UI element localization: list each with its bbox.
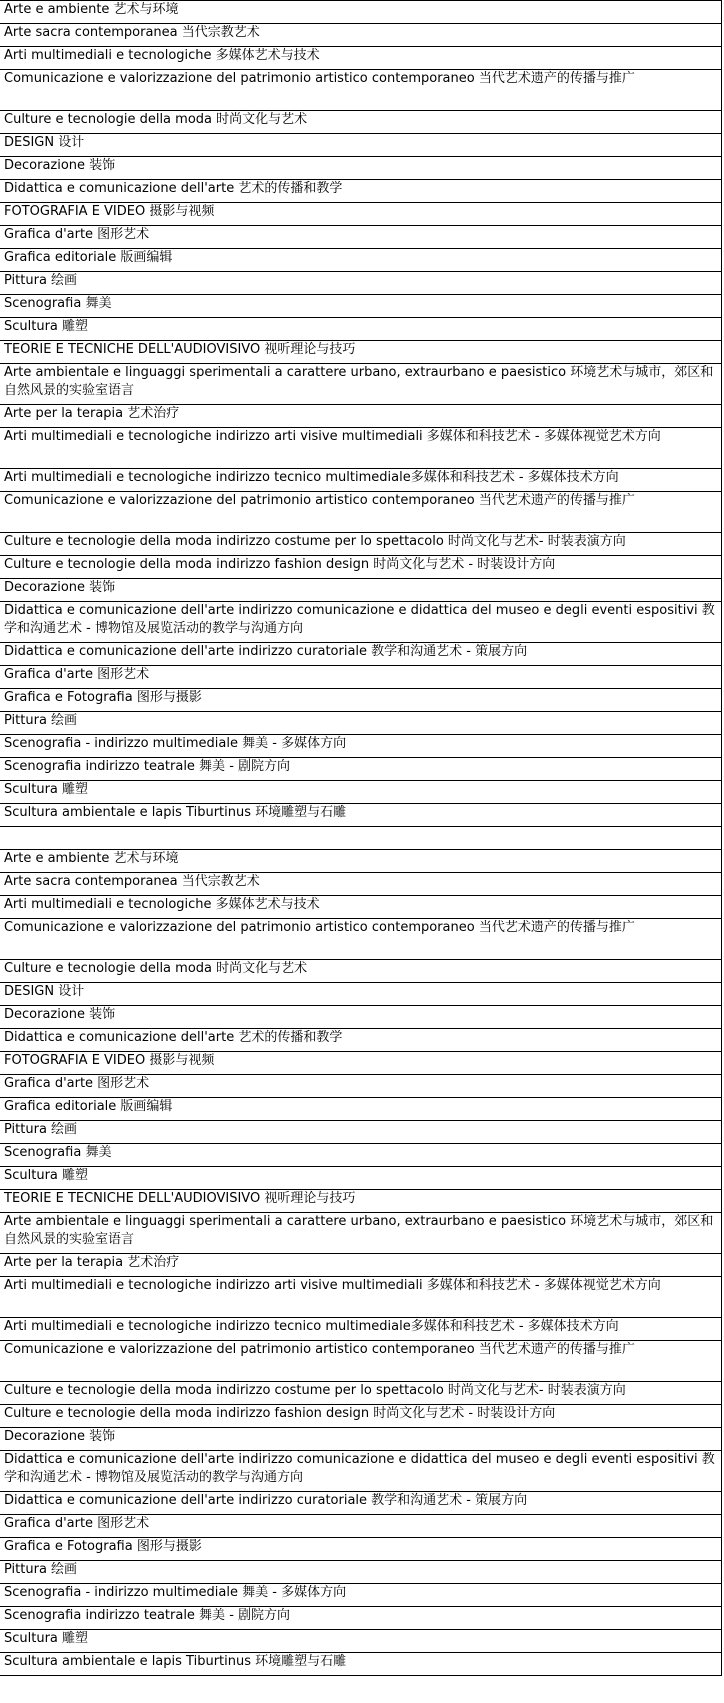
course-cell: Scenografia - indirizzo multimediale 舞美 - 多媒体方向 bbox=[0, 735, 722, 758]
table-row bbox=[0, 804, 722, 827]
table-row bbox=[0, 533, 722, 556]
course-cell: Grafica editoriale 版画编辑 bbox=[0, 1098, 722, 1121]
table-row bbox=[0, 272, 722, 295]
table-row bbox=[0, 712, 722, 735]
course-cell: Arti multimediali e tecnologiche indirizzo tecnico multimediale多媒体和科技艺术 - 多媒体技术方向 bbox=[0, 1318, 722, 1341]
course-cell: Culture e tecnologie della moda 时尚文化与艺术 bbox=[0, 960, 722, 983]
course-cell: Culture e tecnologie della moda indirizzo fashion design 时尚文化与艺术 - 时装设计方向 bbox=[0, 556, 722, 579]
table-row bbox=[0, 1144, 722, 1167]
table-row bbox=[0, 983, 722, 1006]
table-row bbox=[0, 643, 722, 666]
course-cell: Didattica e comunicazione dell'arte indirizzo comunicazione e didattica del museo e degli eventi espositivi 教学和沟通艺术 - 博物馆及展览活动的教学与沟通方向 bbox=[0, 1451, 722, 1492]
course-cell: Didattica e comunicazione dell'arte indirizzo curatoriale 教学和沟通艺术 - 策展方向 bbox=[0, 1492, 722, 1515]
table-row bbox=[0, 180, 722, 203]
table-row bbox=[0, 873, 722, 896]
table-row bbox=[0, 1075, 722, 1098]
table-row bbox=[0, 1492, 722, 1515]
table-row bbox=[0, 689, 722, 712]
table-row bbox=[0, 492, 722, 533]
table-row bbox=[0, 341, 722, 364]
table-row bbox=[0, 1607, 722, 1630]
table-row bbox=[0, 850, 722, 873]
course-cell: Culture e tecnologie della moda indirizzo costume per lo spettacolo 时尚文化与艺术- 时装表演方向 bbox=[0, 1382, 722, 1405]
course-cell: Comunicazione e valorizzazione del patrimonio artistico contemporaneo 当代艺术遗产的传播与推广 bbox=[0, 492, 722, 533]
table-row bbox=[0, 602, 722, 643]
course-cell: Grafica editoriale 版画编辑 bbox=[0, 249, 722, 272]
table-row bbox=[0, 1029, 722, 1052]
table-row bbox=[0, 1167, 722, 1190]
table-row bbox=[0, 666, 722, 689]
course-cell: Decorazione 装饰 bbox=[0, 579, 722, 602]
course-cell: Grafica d'arte 图形艺术 bbox=[0, 1075, 722, 1098]
table-row bbox=[0, 47, 722, 70]
course-cell: DESIGN 设计 bbox=[0, 983, 722, 1006]
course-cell: Grafica e Fotografia 图形与摄影 bbox=[0, 689, 722, 712]
table-row bbox=[0, 134, 722, 157]
course-cell: Grafica d'arte 图形艺术 bbox=[0, 226, 722, 249]
table-row bbox=[0, 1584, 722, 1607]
table-row bbox=[0, 579, 722, 602]
table-row bbox=[0, 1538, 722, 1561]
table-row bbox=[0, 111, 722, 134]
table-row bbox=[0, 70, 722, 111]
course-cell: Scenografia - indirizzo multimediale 舞美 - 多媒体方向 bbox=[0, 1584, 722, 1607]
table-row bbox=[0, 405, 722, 428]
course-cell: Pittura 绘画 bbox=[0, 272, 722, 295]
course-cell: Decorazione 装饰 bbox=[0, 1428, 722, 1451]
table-row bbox=[0, 1277, 722, 1318]
table-row bbox=[0, 1405, 722, 1428]
table-row bbox=[0, 1254, 722, 1277]
course-cell: FOTOGRAFIA E VIDEO 摄影与视频 bbox=[0, 1052, 722, 1075]
table-row bbox=[0, 1653, 722, 1676]
course-cell: FOTOGRAFIA E VIDEO 摄影与视频 bbox=[0, 203, 722, 226]
course-cell: Arte ambientale e linguaggi sperimentali a carattere urbano, extraurbano e paesistico 环境艺术与城市，郊区和自然风景的实验室语言 bbox=[0, 1213, 722, 1254]
course-cell: Arte e ambiente 艺术与环境 bbox=[0, 850, 722, 873]
table-row bbox=[0, 157, 722, 180]
course-cell: Comunicazione e valorizzazione del patrimonio artistico contemporaneo 当代艺术遗产的传播与推广 bbox=[0, 1341, 722, 1382]
course-cell: Pittura 绘画 bbox=[0, 712, 722, 735]
course-cell: Arti multimediali e tecnologiche indirizzo tecnico multimediale多媒体和科技艺术 - 多媒体技术方向 bbox=[0, 469, 722, 492]
table-row bbox=[0, 1, 722, 24]
course-cell: Scenografia indirizzo teatrale 舞美 - 剧院方向 bbox=[0, 1607, 722, 1630]
table-row bbox=[0, 1006, 722, 1029]
table-row bbox=[0, 781, 722, 804]
course-cell: Arte e ambiente 艺术与环境 bbox=[0, 1, 722, 24]
table-row bbox=[0, 919, 722, 960]
table-row bbox=[0, 758, 722, 781]
course-cell: DESIGN 设计 bbox=[0, 134, 722, 157]
table-row bbox=[0, 1121, 722, 1144]
table-row bbox=[0, 249, 722, 272]
course-cell: Culture e tecnologie della moda 时尚文化与艺术 bbox=[0, 111, 722, 134]
course-cell: TEORIE E TECNICHE DELL'AUDIOVISIVO 视听理论与技巧 bbox=[0, 341, 722, 364]
course-cell: Scenografia 舞美 bbox=[0, 1144, 722, 1167]
course-cell: Arti multimediali e tecnologiche 多媒体艺术与技术 bbox=[0, 47, 722, 70]
table-row bbox=[0, 295, 722, 318]
course-cell: Arte sacra contemporanea 当代宗教艺术 bbox=[0, 24, 722, 47]
course-cell: Arti multimediali e tecnologiche indirizzo arti visive multimediali 多媒体和科技艺术 - 多媒体视觉艺术方向 bbox=[0, 428, 722, 469]
course-cell: Scenografia 舞美 bbox=[0, 295, 722, 318]
course-cell: Didattica e comunicazione dell'arte indirizzo comunicazione e didattica del museo e degli eventi espositivi 教学和沟通艺术 - 博物馆及展览活动的教学与沟通方向 bbox=[0, 602, 722, 643]
table-row bbox=[0, 1382, 722, 1405]
table-row bbox=[0, 1213, 722, 1254]
course-cell: Didattica e comunicazione dell'arte indirizzo curatoriale 教学和沟通艺术 - 策展方向 bbox=[0, 643, 722, 666]
course-cell: Grafica d'arte 图形艺术 bbox=[0, 666, 722, 689]
course-cell: Decorazione 装饰 bbox=[0, 157, 722, 180]
table-row bbox=[0, 1190, 722, 1213]
course-cell: Pittura 绘画 bbox=[0, 1121, 722, 1144]
course-table-body bbox=[0, 1, 722, 1676]
course-cell: Comunicazione e valorizzazione del patrimonio artistico contemporaneo 当代艺术遗产的传播与推广 bbox=[0, 70, 722, 111]
table-row bbox=[0, 1451, 722, 1492]
table-row bbox=[0, 960, 722, 983]
table-row bbox=[0, 226, 722, 249]
course-cell: Scultura 雕塑 bbox=[0, 318, 722, 341]
table-row bbox=[0, 469, 722, 492]
course-cell: Decorazione 装饰 bbox=[0, 1006, 722, 1029]
course-cell: Scenografia indirizzo teatrale 舞美 - 剧院方向 bbox=[0, 758, 722, 781]
course-cell: TEORIE E TECNICHE DELL'AUDIOVISIVO 视听理论与技巧 bbox=[0, 1190, 722, 1213]
course-cell: Scultura 雕塑 bbox=[0, 1630, 722, 1653]
table-row bbox=[0, 1630, 722, 1653]
course-cell: Arte sacra contemporanea 当代宗教艺术 bbox=[0, 873, 722, 896]
course-cell: Pittura 绘画 bbox=[0, 1561, 722, 1584]
table-row bbox=[0, 1318, 722, 1341]
course-cell: Grafica d'arte 图形艺术 bbox=[0, 1515, 722, 1538]
course-cell: Scultura ambientale e lapis Tiburtinus 环境雕塑与石雕 bbox=[0, 1653, 722, 1676]
course-cell: Arti multimediali e tecnologiche 多媒体艺术与技术 bbox=[0, 896, 722, 919]
course-cell: Arte ambientale e linguaggi sperimentali a carattere urbano, extraurbano e paesistico 环境艺术与城市，郊区和自然风景的实验室语言 bbox=[0, 364, 722, 405]
empty-separator-row bbox=[0, 827, 722, 850]
course-cell: Didattica e comunicazione dell'arte 艺术的传播和教学 bbox=[0, 180, 722, 203]
table-row bbox=[0, 364, 722, 405]
table-row bbox=[0, 428, 722, 469]
table-row bbox=[0, 1098, 722, 1121]
table-row bbox=[0, 24, 722, 47]
table-row bbox=[0, 318, 722, 341]
table-row bbox=[0, 1561, 722, 1584]
course-cell: Grafica e Fotografia 图形与摄影 bbox=[0, 1538, 722, 1561]
course-cell: Scultura 雕塑 bbox=[0, 1167, 722, 1190]
table-row bbox=[0, 556, 722, 579]
table-row bbox=[0, 1515, 722, 1538]
course-cell: Scultura ambientale e lapis Tiburtinus 环境雕塑与石雕 bbox=[0, 804, 722, 827]
course-cell: Culture e tecnologie della moda indirizzo fashion design 时尚文化与艺术 - 时装设计方向 bbox=[0, 1405, 722, 1428]
course-cell: Arte per la terapia 艺术治疗 bbox=[0, 1254, 722, 1277]
course-cell: Arti multimediali e tecnologiche indirizzo arti visive multimediali 多媒体和科技艺术 - 多媒体视觉艺术方向 bbox=[0, 1277, 722, 1318]
table-row bbox=[0, 1052, 722, 1075]
course-cell: Scultura 雕塑 bbox=[0, 781, 722, 804]
table-row bbox=[0, 1428, 722, 1451]
course-cell: Arte per la terapia 艺术治疗 bbox=[0, 405, 722, 428]
course-cell: Comunicazione e valorizzazione del patrimonio artistico contemporaneo 当代艺术遗产的传播与推广 bbox=[0, 919, 722, 960]
table-row bbox=[0, 1341, 722, 1382]
course-cell: Didattica e comunicazione dell'arte 艺术的传播和教学 bbox=[0, 1029, 722, 1052]
course-cell: Culture e tecnologie della moda indirizzo costume per lo spettacolo 时尚文化与艺术- 时装表演方向 bbox=[0, 533, 722, 556]
table-row bbox=[0, 735, 722, 758]
table-row bbox=[0, 896, 722, 919]
table-row bbox=[0, 203, 722, 226]
empty-cell bbox=[0, 827, 722, 850]
